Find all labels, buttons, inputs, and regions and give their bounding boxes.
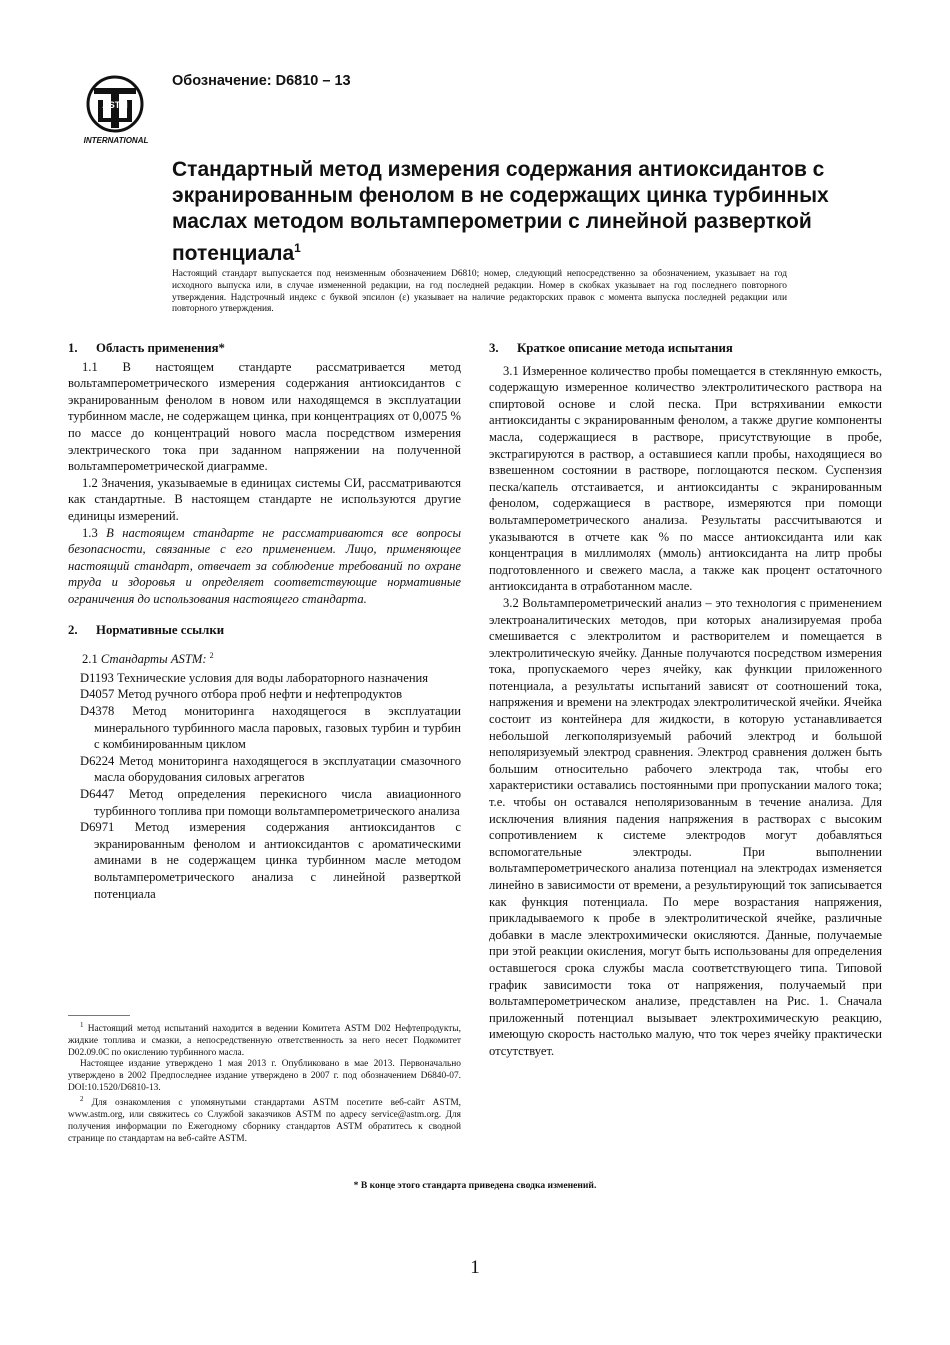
ref-code: D6224 bbox=[80, 753, 115, 768]
ref-item bbox=[68, 819, 461, 902]
section-2-number: 2. bbox=[68, 622, 78, 637]
ref-text: Метод мониторинга находящегося в эксплуатации смазочного масла оборудования силовых агрегатов bbox=[94, 753, 462, 785]
ref-code: D6447 bbox=[80, 787, 115, 802]
ref-text: Метод измерения содержания антиоксидантов с экранированным фенолом и антиоксидантов с ароматическими аминами в не содержащем цинка турбинном масле методом вольтамперометрического анализа с линейной разверткой потенциала bbox=[94, 820, 461, 901]
footnote-2-text: Для ознакомления с упомянутыми стандартами ASTM посетите веб-сайт ASTM, www.astm.org, или свяжитесь со Службой заказчиков ASTM по адресу service@astm.org. Для получения информации по Ежегодному сборнику стандартов ASTM обратитесь к сводной странице по стандартам на веб-сайте ASTM. bbox=[68, 1098, 462, 1144]
astm-standards-intro bbox=[82, 648, 461, 668]
ref-text: Метод ручного отбора проб нефти и нефтепродуктов bbox=[117, 687, 403, 702]
section-1-heading bbox=[68, 340, 461, 357]
right-column bbox=[489, 340, 882, 1060]
para-3-1: 3.1 Измеренное количество пробы помещается в стеклянную емкость, содержащую измеренное количество электролитического раствора на спиртовой основе и слой песка. При встряхивании емкости антиоксиданты с экранированным фенолом, а также другие компоненты масла, содержащиеся в растворе, присутствующие в пробе, экстрагируются в раствор, а оставшиеся капли пробы, находящиеся во взвешенном состоянии в растворе, поглощаются песком. Суспензия песка/капель отстаивается, и антиоксиданты с экранированным фенолом, содержащиеся в растворе, измеряются при помощи вольтамперометрического анализа. Результаты рассчитываются и указываются в отчете как % по массе антиоксиданта или как концентрация в миллимолях (ммоль) антиоксиданта на литр пробы подготовленного и свежего масла, а также как процент остаточного антиоксиданта в отработанном масле. bbox=[489, 363, 882, 594]
standard-notice: Настоящий стандарт выпускается под неизменным обозначением D6810; номер, следующий непосредственно за обозначением, указывает на год исходного выпуска или, в случае измененной редакции, на год последней редакции. Номер в скобках указывает на год последнего повторного утверждения. Надстрочный индекс с буквой эпсилон (ε) указывает на наличие редакторских правок с момента выпуска последней редакции или повторного утверждения. bbox=[172, 269, 787, 315]
section-3-heading bbox=[489, 340, 882, 357]
section-2-heading bbox=[68, 622, 461, 639]
ref-text: Технические условия для воды лабораторного назначения bbox=[116, 670, 429, 685]
para-1-2: 1.2 Значения, указываемые в единицах системы СИ, рассматриваются как стандартные. В настоящем стандарте не используются другие единицы измерений. bbox=[68, 475, 461, 523]
para-1-3-number: 1.3 bbox=[82, 525, 107, 540]
footnote-2-mark: 2 bbox=[80, 1095, 84, 1104]
para-3-2: 3.2 Вольтамперометрический анализ – это технология с применением электроаналитических методов, при которых анализируемая проба смешивается с электролитом и растворителем и помещается в электролитическую ячейку. Данные получаются посредством измерения тока, пропускаемого через ячейку, как функции приложенного потенциала, а результаты испытаний зависят от соотношений тока, напряжения и времени на электродах электролитической ячейки. Ячейка состоит из контейнера для жидкости, в которую устанавливается небольшой легкополяризуемый рабочий электрод и большой неполяризуемый электрод сравнения. Электрод сравнения должен быть большим относительно рабочего электрода так, чтобы его характеристики оставались постоянными при пропускании малого тока; т.е. чтобы он оставался неполяризованным в течение анализа. Для исключения влияния падения напряжения в растворах с высоким сопротивлением к системе электродов могут добавляться вспомогательные электроды. При выполнении вольтамперометрического анализа потенциал на электродах изменяется линейно в зависимости от времени, а результирующий ток записывается как функция потенциала. По мере возрастания напряжения, прикладываемого к пробе в электролитической ячейке, различные добавки в масле электрохимически окисляются. Данные, получаемые при этой реакции окисления, могут быть использованы для определения оставшегося срока службы масла соответствующего типа. Типовой график зависимости тока от напряжения, получаемый при вольтамперометрическом анализе, представлен на Рис. 1. Сначала приложенный потенциал вызывает электрохимическую реакцию, имеющую скорость настолько малую, что ток через ячейку практически отсутствует. bbox=[489, 595, 882, 1058]
left-column bbox=[68, 340, 461, 902]
ref-code: D1193 bbox=[80, 670, 114, 685]
ref-item bbox=[68, 670, 461, 687]
section-3-title: Краткое описание метода испытания bbox=[517, 341, 733, 355]
ref-code: D4378 bbox=[80, 704, 115, 719]
ref-code: D6971 bbox=[80, 820, 115, 835]
designation: Обозначение: D6810 – 13 bbox=[172, 73, 351, 89]
ref-item bbox=[68, 686, 461, 703]
footnote-1-mark: 1 bbox=[80, 1021, 84, 1029]
footnote-1b: Настоящее издание утверждено 1 мая 2013 г. Опубликовано в мае 2013. Первоначально утверждено в 2002 Предпоследнее издание утверждено в 2007 г. под обозначением D6840-07. DOI:10.1520/D6810-13. bbox=[68, 1059, 461, 1093]
title-footnote-mark: 1 bbox=[294, 241, 301, 255]
footnote-2 bbox=[68, 1094, 461, 1145]
ref-item bbox=[68, 786, 461, 819]
intro-footnote-mark: 2 bbox=[209, 651, 214, 661]
document-title bbox=[172, 157, 892, 267]
para-1-1: 1.1 В настоящем стандарте рассматривается метод вольтамперометрического измерения содержания антиоксидантов с экранированным фенолом в новом или находящемся в эксплуатации турбинном масле, не содержащем цинка, при концентрациях от 0,0075 % по массе до концентраций нового масла посредством измерения электрического тока при заданном напряжении на полученной вольтамперометрической диаграмме. bbox=[68, 359, 461, 474]
section-1-title: Область применения* bbox=[96, 341, 225, 355]
title-text: Стандартный метод измерения содержания антиоксидантов с экранированным фенолом в не содержащих цинка турбинных маслах методом вольтамперометрии с линейной разверткой потенциала bbox=[172, 158, 829, 265]
ref-item bbox=[68, 703, 461, 753]
summary-note: * В конце этого стандарта приведена сводка изменений. bbox=[353, 1180, 597, 1191]
svg-text:ASTM: ASTM bbox=[102, 100, 128, 110]
para-1-3 bbox=[68, 525, 461, 608]
footnote-1-text: Настоящий метод испытаний находится в ведении Комитета ASTM D02 Нефтепродукты, жидкие топлива и смазки, а непосредственную ответственность за него несет Подкомитет D02.09.0C по окислению турбинного масла. bbox=[68, 1024, 461, 1058]
ref-text: Метод определения перекисного числа авиационного турбинного топлива при помощи вольтамперометрического анализа bbox=[94, 787, 461, 818]
ref-text: Метод мониторинга находящегося в эксплуатации минерального турбинного масла паровых, газовых турбин и турбин с комбинированным циклом bbox=[94, 704, 461, 752]
ref-item bbox=[68, 753, 461, 786]
intro-text: Стандарты ASTM: bbox=[100, 652, 207, 667]
ref-code: D4057 bbox=[80, 687, 115, 702]
intro-number: 2.1 bbox=[82, 652, 101, 667]
section-2-title: Нормативные ссылки bbox=[96, 622, 225, 637]
footnotes bbox=[68, 1020, 461, 1145]
section-3-number: 3. bbox=[489, 341, 499, 355]
logo-subtitle: INTERNATIONAL bbox=[83, 136, 149, 145]
page-number: 1 bbox=[470, 1257, 480, 1278]
footnote-1 bbox=[68, 1020, 461, 1059]
section-1-number: 1. bbox=[68, 341, 78, 355]
astm-logo bbox=[74, 74, 156, 148]
footnote-rule bbox=[68, 1015, 130, 1016]
para-1-3-text: В настоящем стандарте не рассматриваются все вопросы безопасности, связанные с его применением. Лицо, применяющее настоящий стандарт, отвечает за соблюдение требований по охране труда и здоровья и определяет соответствующие нормативные ограничения до использования настоящего стандарта. bbox=[68, 525, 462, 606]
